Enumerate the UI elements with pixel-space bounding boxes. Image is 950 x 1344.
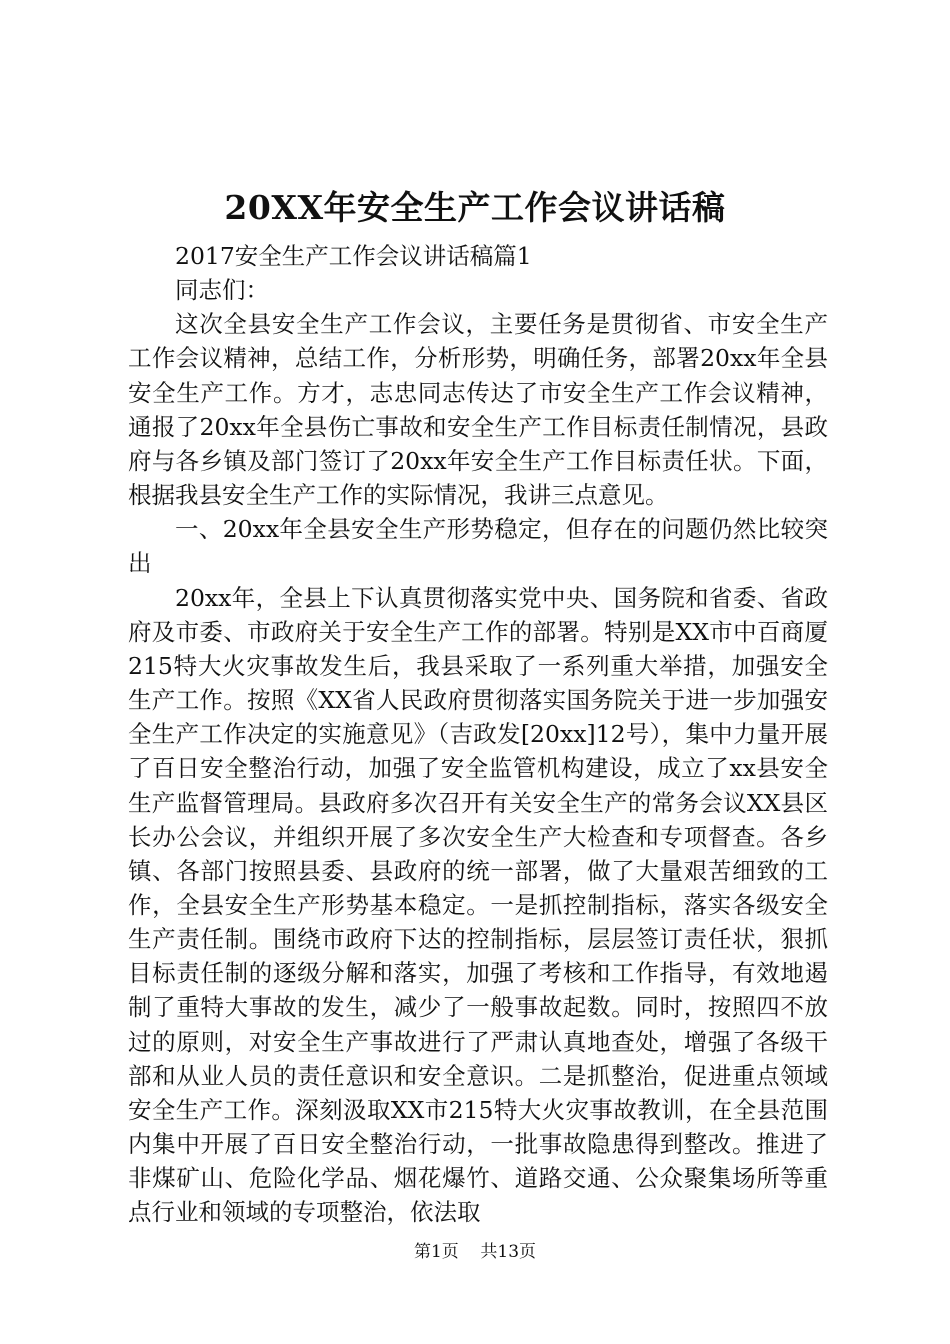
part-one-heading: 一、20xx年全县安全生产形势稳定，但存在的问题仍然比较突出 [128, 515, 828, 578]
page-total: 共13页 [480, 1242, 537, 1262]
page-footer [0, 1240, 950, 1264]
document-title: 20XX年安全生产工作会议讲话稿 [224, 188, 726, 227]
page-number: 第1页 [413, 1242, 459, 1262]
document-body [128, 239, 828, 1230]
salutation: 同志们： [175, 276, 269, 305]
body-paragraph: 20xx年，全县上下认真贯彻落实党中央、国务院和省委、省政府及市委、市政府关于安全生产工作的部署。特别是XX市中百商厦215特大火灾事故发生后，我县采取了一系列重大举措，加强安全生产工作。按照《XX省人民政府贯彻落实国务院关于进一步加强安全生产工作决定的实施意见》（吉政发[20xx]12号），集中力量开展了百日安全整治行动，加强了安全监管机构建设，成立了xx县安全生产监督管理局。县政府多次召开有关安全生产的常务会议XX县区长办公会议，并组织开展了多次安全生产大检查和专项督查。各乡镇、各部门按照县委、县政府的统一部署，做了大量艰苦细致的工作，全县安全生产形势基本稳定。一是抓控制指标，落实各级安全生产责任制。围绕市政府下达的控制指标，层层签订责任状，狠抓目标责任制的逐级分解和落实，加强了考核和工作指导，有效地遏制了重特大事故的发生，减少了一般事故起数。同时，按照四不放过的原则，对安全生产事故进行了严肃认真地查处，增强了各级干部和从业人员的责任意识和安全意识。二是抓整治，促进重点领域安全生产工作。深刻汲取XX市215特大火灾事故教训，在全县范围内集中开展了百日安全整治行动，一批事故隐患得到整改。推进了非煤矿山、危险化学品、烟花爆竹、道路交通、公众聚集场所等重点行业和领域的专项整治，依法取 [128, 583, 828, 1227]
section-heading: 2017安全生产工作会议讲话稿篇1 [175, 242, 532, 270]
body-paragraph: 这次全县安全生产工作会议，主要任务是贯彻省、市安全生产工作会议精神，总结工作，分析形势，明确任务，部署20xx年全县安全生产工作。方才，志忠同志传达了市安全生产工作会议精神，通报了20xx年全县伤亡事故和安全生产工作目标责任制情况，县政府与各乡镇及部门签订了20xx年安全生产工作目标责任状。下面，根据我县安全生产工作的实际情况，我讲三点意见。 [128, 310, 828, 510]
